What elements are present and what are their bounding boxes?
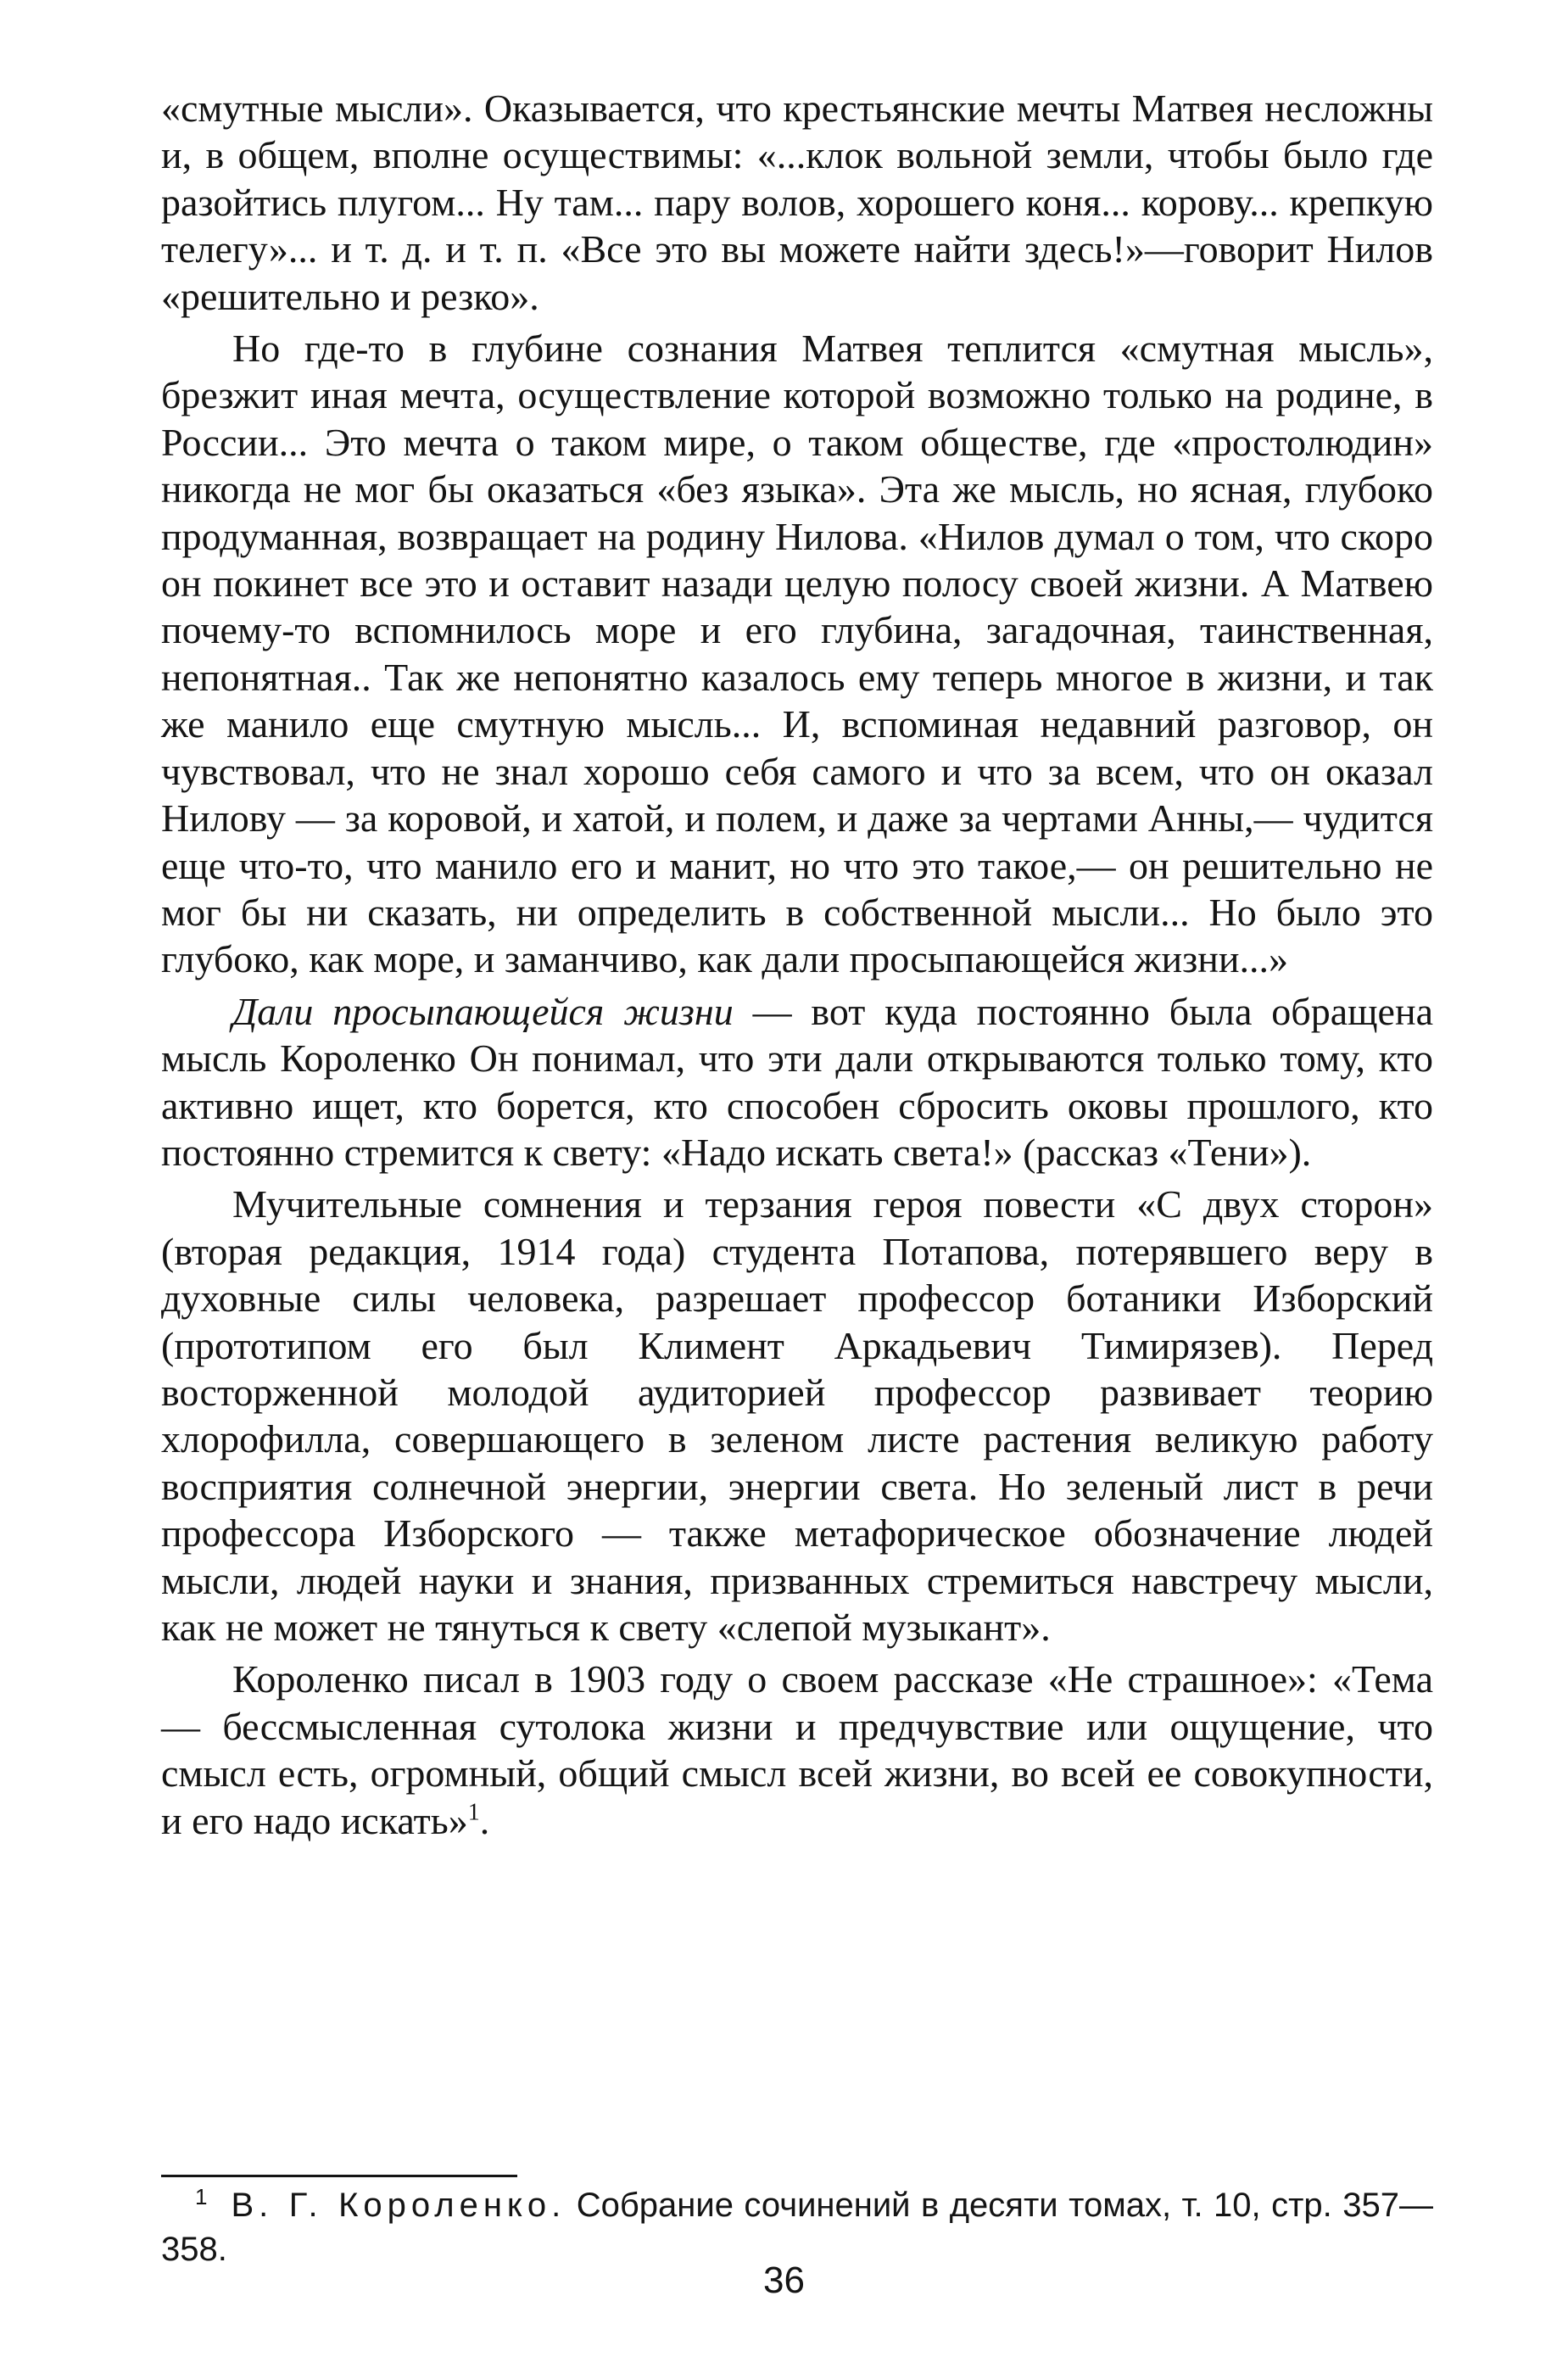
footnote-author: В. Г. Короленко. (231, 2187, 566, 2224)
paragraph-4 (161, 1181, 1433, 1651)
paragraph-text: Но где-то в глубине сознания Матвея теплится «смутная мысль», брезжит иная мечта, осуществление которой возможно только на родине, в России... Это мечта о таком мире, о таком обществе, где «простолюдин» никогда не мог бы оказаться «без языка». Эта же мысль, но ясная, глубоко продуманная, возвращает на родину Нилова. «Нилов думал о том, что скоро он покинет все это и оставит назади целую полосу своей жизни. А Матвею почему-то вспомнилось море и его глубина, загадочная, таинственная, непонятная.. Так же непонятно казалось ему теперь многое в жизни, и так же манило еще смутную мысль... И, вспоминая недавний разговор, он чувствовал, что не знал хорошо себя самого и что за всем, что он оказал Нилову — за коровой, и хатой, и полем, и даже за чертами Анны,— чудится еще что-то, что манило его и манит, но что это такое,— он решительно не мог бы ни сказать, ни определить в собственной мысли... Но было это глубоко, как море, и заманчиво, как дали просыпающейся жизни...» (161, 327, 1433, 981)
page-number: 36 (763, 2259, 805, 2301)
page-body (161, 85, 1433, 1844)
footnote-text: Собрание сочинений в десяти томах, т. 10, стр. 357—358. (161, 2187, 1433, 2268)
paragraph-text: Короленко писал в 1903 году о своем рассказе «Не страшное»: «Тема — бессмысленная сутолока жизни и предчувствие или ощущение, что смысл есть, огромный, общий смысл всей жизни, во всей ее совокупности, и его надо искать» (161, 1657, 1433, 1842)
footnote-marker: 1 (467, 1799, 480, 1826)
footnote-number: 1 (195, 2183, 208, 2209)
footnote (161, 2183, 1433, 2271)
paragraph-text: Мучительные сомнения и терзания героя повести «С двух сторон» (вторая редакция, 1914 года) студента Потапова, потерявшего веру в духовные силы человека, разрешает профессор ботаники Изборский (прототипом его был Климент Аркадьевич Тимирязев). Перед восторженной молодой аудиторией профессор развивает теорию хлорофилла, совершающего в зеленом листе растения великую работу восприятия солнечной энергии, энергии света. Но зеленый лист в речи профессора Изборского — также метафорическое обозначение людей мысли, людей науки и знания, призванных стремиться навстречу мысли, как не может не тянуться к свету «слепой музыкант». (161, 1182, 1433, 1649)
paragraph-end: . (479, 1798, 490, 1842)
italic-lead-phrase: Дали просыпающейся жизни (232, 989, 734, 1033)
paragraph-3 (161, 988, 1433, 1176)
paragraph-text: «смутные мысли». Оказывается, что крестьянские мечты Матвея несложны и, в общем, вполне осуществимы: «...клок вольной земли, чтобы было где разойтись плугом... Ну там... пару волов, хорошего коня... корову... крепкую телегу»... и т. д. и т. п. «Все это вы можете найти здесь!»—говорит Нилов «решительно и резко». (161, 87, 1433, 318)
paragraph-5 (161, 1656, 1433, 1844)
paragraph-1 (161, 85, 1433, 320)
footnote-divider (161, 2175, 517, 2177)
paragraph-text: — вот куда постоянно была обращена мысль Короленко Он понимал, что эти дали открываются только тому, кто активно ищет, кто борется, кто способен сбросить оковы прошлого, кто постоянно стремится к свету: «Надо искать света!» (рассказ «Тени»). (161, 989, 1433, 1174)
paragraph-2 (161, 325, 1433, 983)
